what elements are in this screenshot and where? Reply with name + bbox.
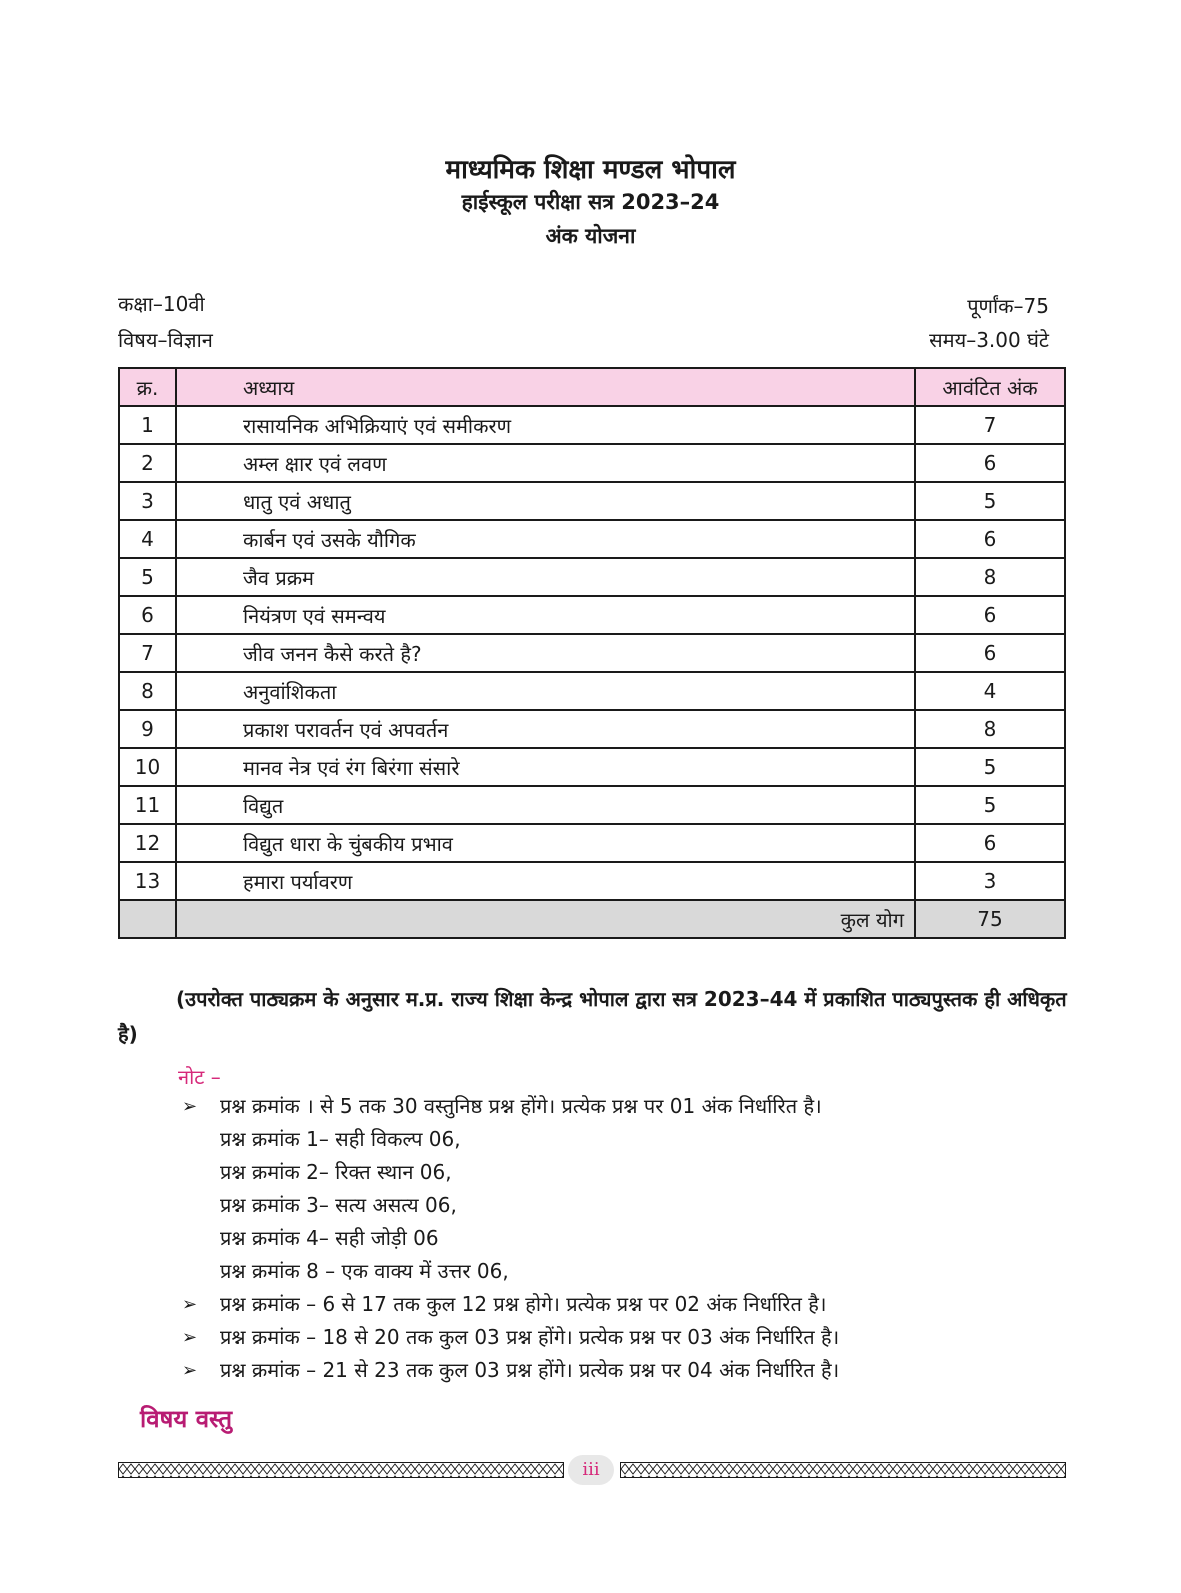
arrow-bullet-icon: ➢ <box>182 1294 198 1315</box>
row-marks: 5 <box>915 786 1065 824</box>
marking-scheme-title: अंक योजना <box>545 224 636 248</box>
row-chapter: जीव जनन कैसे करते है? <box>176 634 915 672</box>
note-text: प्रश्न क्रमांक – 21 से 23 तक कुल 03 प्रश्न होंगे। प्रत्येक प्रश्न पर 04 अंक निर्धारित है। <box>220 1358 840 1382</box>
row-chapter: अनुवांशिकता <box>176 672 915 710</box>
row-marks: 5 <box>915 482 1065 520</box>
arrow-bullet-icon: ➢ <box>182 1327 198 1348</box>
footer-ornament-right <box>620 1462 1066 1478</box>
row-serial: 5 <box>119 558 176 596</box>
exam-session-title: हाईस्कूल परीक्षा सत्र 2023–24 <box>461 190 720 214</box>
row-serial: 10 <box>119 748 176 786</box>
diamond-pattern-icon <box>119 1463 563 1477</box>
table-row <box>119 862 1065 900</box>
row-chapter: अम्ल क्षार एवं लवण <box>176 444 915 482</box>
table-header-row <box>119 368 1065 406</box>
table-row <box>119 786 1065 824</box>
board-title: माध्यमिक शिक्षा मण्डल भोपाल <box>445 155 736 185</box>
header-marks: आवंटित अंक <box>915 368 1065 406</box>
table-total-row <box>119 900 1065 938</box>
table-row <box>119 748 1065 786</box>
row-serial: 7 <box>119 634 176 672</box>
row-marks: 5 <box>915 748 1065 786</box>
row-serial: 6 <box>119 596 176 634</box>
row-chapter: मानव नेत्र एवं रंग बिरंगा संसारे <box>176 748 915 786</box>
row-chapter: प्रकाश परावर्तन एवं अपवर्तन <box>176 710 915 748</box>
list-item <box>182 1123 1062 1156</box>
table-row <box>119 520 1065 558</box>
row-marks: 4 <box>915 672 1065 710</box>
list-item <box>182 1156 1062 1189</box>
table-row <box>119 406 1065 444</box>
time-label: समय–3.00 घंटे <box>929 328 1049 352</box>
row-serial: 3 <box>119 482 176 520</box>
row-marks: 8 <box>915 558 1065 596</box>
row-marks: 6 <box>915 520 1065 558</box>
row-serial: 8 <box>119 672 176 710</box>
row-serial: 12 <box>119 824 176 862</box>
row-chapter: विद्युत धारा के चुंबकीय प्रभाव <box>176 824 915 862</box>
note-text: प्रश्न क्रमांक 8 – एक वाक्य में उत्तर 06, <box>220 1259 509 1283</box>
table-row <box>119 596 1065 634</box>
footer-ornament-left <box>118 1462 564 1478</box>
note-label: नोट – <box>178 1065 221 1089</box>
header-chapter: अध्याय <box>176 368 915 406</box>
list-item <box>182 1090 1062 1123</box>
row-serial: 4 <box>119 520 176 558</box>
table-row <box>119 634 1065 672</box>
note-text: प्रश्न क्रमांक 1– सही विकल्प 06, <box>220 1127 461 1151</box>
page-footer <box>118 1455 1066 1485</box>
note-text: प्रश्न क्रमांक 2– रिक्त स्थान 06, <box>220 1160 452 1184</box>
row-serial: 1 <box>119 406 176 444</box>
diamond-pattern-icon <box>621 1463 1065 1477</box>
row-marks: 8 <box>915 710 1065 748</box>
list-item <box>182 1354 1062 1387</box>
arrow-bullet-icon: ➢ <box>182 1360 198 1381</box>
page-number: iii <box>568 1455 614 1485</box>
row-serial: 9 <box>119 710 176 748</box>
table-row <box>119 558 1065 596</box>
table-row <box>119 710 1065 748</box>
list-item <box>182 1189 1062 1222</box>
row-chapter: धातु एवं अधातु <box>176 482 915 520</box>
class-label: कक्षा–10वी <box>118 292 205 316</box>
row-chapter: जैव प्रक्रम <box>176 558 915 596</box>
row-marks: 6 <box>915 634 1065 672</box>
section-title: विषय वस्तु <box>140 1405 233 1433</box>
note-list <box>182 1090 1062 1387</box>
arrow-bullet-icon: ➢ <box>182 1096 198 1117</box>
row-marks: 7 <box>915 406 1065 444</box>
list-item <box>182 1255 1062 1288</box>
table-row <box>119 444 1065 482</box>
row-chapter: हमारा पर्यावरण <box>176 862 915 900</box>
table-row <box>119 824 1065 862</box>
list-item <box>182 1288 1062 1321</box>
marks-table <box>118 367 1066 939</box>
note-text: प्रश्न क्रमांक 4– सही जोड़ी 06 <box>220 1226 439 1250</box>
note-text: प्रश्न क्रमांक । से 5 तक 30 वस्तुनिष्ठ प्रश्न होंगे। प्रत्येक प्रश्न पर 01 अंक निर्धारित है। <box>220 1094 822 1118</box>
table-row <box>119 672 1065 710</box>
total-label: कुल योग <box>176 900 915 938</box>
row-marks: 6 <box>915 444 1065 482</box>
syllabus-note-paragraph: (उपरोक्त पाठ्यक्रम के अनुसार म.प्र. राज्य शिक्षा केन्द्र भोपाल द्वारा सत्र 2023–44 में प्रकाशित पाठ्यपुस्तक ही अधिकृत है) <box>118 987 1067 1046</box>
row-chapter: रासायनिक अभिक्रियाएं एवं समीकरण <box>176 406 915 444</box>
max-marks-label: पूर्णांक–75 <box>967 294 1049 318</box>
row-marks: 3 <box>915 862 1065 900</box>
row-marks: 6 <box>915 824 1065 862</box>
row-chapter: कार्बन एवं उसके यौगिक <box>176 520 915 558</box>
row-chapter: विद्युत <box>176 786 915 824</box>
subject-label: विषय–विज्ञान <box>118 328 213 352</box>
total-value: 75 <box>915 900 1065 938</box>
row-chapter: नियंत्रण एवं समन्वय <box>176 596 915 634</box>
total-empty-cell <box>119 900 176 938</box>
header-serial: क्र. <box>119 368 176 406</box>
list-item <box>182 1321 1062 1354</box>
note-text: प्रश्न क्रमांक 3– सत्य असत्य 06, <box>220 1193 457 1217</box>
note-text: प्रश्न क्रमांक – 18 से 20 तक कुल 03 प्रश्न होंगे। प्रत्येक प्रश्न पर 03 अंक निर्धारित है। <box>220 1325 840 1349</box>
row-serial: 2 <box>119 444 176 482</box>
row-serial: 11 <box>119 786 176 824</box>
row-serial: 13 <box>119 862 176 900</box>
list-item <box>182 1222 1062 1255</box>
row-marks: 6 <box>915 596 1065 634</box>
table-row <box>119 482 1065 520</box>
note-text: प्रश्न क्रमांक – 6 से 17 तक कुल 12 प्रश्न होगे। प्रत्येक प्रश्न पर 02 अंक निर्धारित है। <box>220 1292 827 1316</box>
